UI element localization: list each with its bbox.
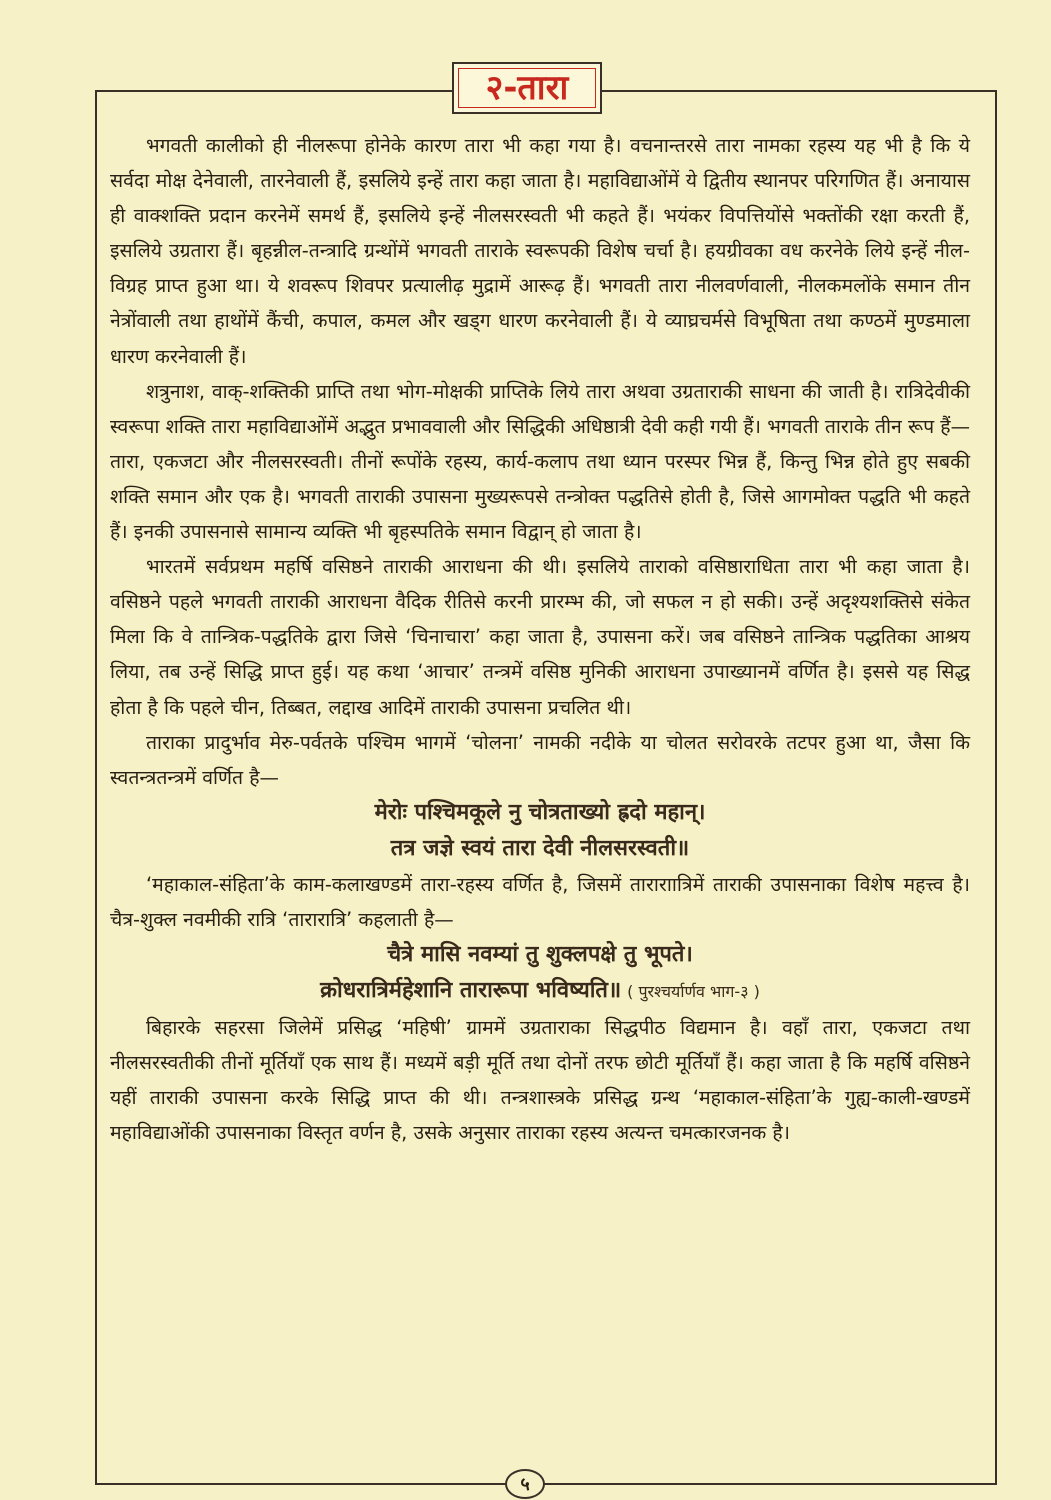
verse-block [110,937,970,1010]
verse-block [110,795,970,867]
verse-line: तत्र जज्ञे स्वयं तारा देवी नीलसरस्वती॥ [390,835,690,861]
chapter-title-box [452,62,602,114]
page-number: ५ [505,1469,545,1499]
verse-source: ( पुरश्चर्यार्णव भाग-३ ) [627,981,760,1001]
verse-line: चैत्रे मासि नवम्यां तु शुक्लपक्षे तु भूपते। [387,941,693,967]
paragraph: ‘महाकाल-संहिता’के काम-कलाखण्डमें तारा-रहस्य वर्णित है, जिसमें ताराराात्रिमें ताराकी उपासनाका विशेष महत्त्व है। चैत्र-शुक्ल नवमीकी रात्रि ‘तारारात्रि’ कहलाती है— [110,872,970,931]
verse-line-text: क्रोधरात्रिर्महेशानि तारारूपा भविष्यति॥ [320,977,622,1003]
main-content [110,128,970,1150]
chapter-title: २-तारा [485,68,569,108]
paragraph: बिहारके सहरसा जिलेमें प्रसिद्ध ‘महिषी’ ग्राममें उग्रताराका सिद्धपीठ विद्यमान है। वहाँ तारा, एकजटा तथा नीलसरस्वतीकी तीनों मूर्तियाँ एक साथ हैं। मध्यमें बड़ी मूर्ति तथा दोनों तरफ छोटी मूर्तियाँ हैं। कहा जाता है कि महर्षि वसिष्ठने यहीं ताराकी उपासना करके सिद्धि प्राप्त की थी। तन्त्रशास्त्रके प्रसिद्ध ग्रन्थ ‘महाकाल-संहिता’के गुह्य-काली-खण्डमें महाविद्याओंकी उपासनाका विस्तृत वर्णन है, उसके अनुसार ताराका रहस्य अत्यन्त चमत्कारजनक है। [110,1015,970,1145]
paragraph: भारतमें सर्वप्रथम महर्षि वसिष्ठने ताराकी आराधना की थी। इसलिये ताराको वसिष्ठाराधिता तारा भी कहा जाता है। वसिष्ठने पहले भगवती ताराकी आराधना वैदिक रीतिसे करनी प्रारम्भ की, जो सफल न हो सकी। उन्हें अदृश्यशक्तिसे संकेत मिला कि वे तान्त्रिक-पद्धतिके द्वारा जिसे ‘चिनाचारा’ कहा जाता है, उपासना करें। जब वसिष्ठने तान्त्रिक पद्धतिका आश्रय लिया, तब उन्हें सिद्धि प्राप्त हुई। यह कथा ‘आचार’ तन्त्रमें वसिष्ठ मुनिकी आराधना उपाख्यानमें वर्णित है। इससे यह सिद्ध होता है कि पहले चीन, तिब्बत, लद्दाख आदिमें ताराकी उपासना प्रचलित थी। [110,555,970,719]
verse-line: मेरोः पश्चिमकूले नु चोत्रताख्यो ह्रदो महान्। [374,799,706,825]
paragraph: भगवती कालीको ही नीलरूपा होनेके कारण तारा भी कहा गया है। वचनान्तरसे तारा नामका रहस्य यह भी है कि ये सर्वदा मोक्ष देनेवाली, तारनेवाली हैं, इसलिये इन्हें तारा कहा जाता है। महाविद्याओंमें ये द्वितीय स्थानपर परिगणित हैं। अनायास ही वाक्शक्ति प्रदान करनेमें समर्थ हैं, इसलिये इन्हें नीलसरस्वती भी कहते हैं। भयंकर विपत्तियोंसे भक्तोंकी रक्षा करती हैं, इसलिये उग्रतारा हैं। बृहन्नील-तन्त्रादि ग्रन्थोंमें भगवती ताराके स्वरूपकी विशेष चर्चा है। हयग्रीवका वध करनेके लिये इन्हें नील-विग्रह प्राप्त हुआ था। ये शवरूप शिवपर प्रत्यालीढ़ मुद्रामें आरूढ़ हैं। भगवती तारा नीलवर्णवाली, नीलकमलोंके समान तीन नेत्रोंवाली तथा हाथोंमें कैंची, कपाल, कमल और खड्ग धारण करनेवाली हैं। ये व्याघ्रचर्मसे विभूषिता तथा कण्ठमें मुण्डमाला धारण करनेवाली हैं। [110,134,970,368]
paragraph: ताराका प्रादुर्भाव मेरु-पर्वतके पश्चिम भागमें ‘चोलना’ नामकी नदीके या चोलत सरोवरके तटपर हुआ था, जैसा कि स्वतन्त्रतन्त्रमें वर्णित है— [110,730,970,789]
verse-line [110,973,970,1010]
paragraph: शत्रुनाश, वाक्-शक्तिकी प्राप्ति तथा भोग-मोक्षकी प्राप्तिके लिये तारा अथवा उग्रताराकी साधना की जाती है। रात्रिदेवीकी स्वरूपा शक्ति तारा महाविद्याओंमें अद्भुत प्रभाववाली और सिद्धिकी अधिष्ठात्री देवी कही गयी हैं। भगवती ताराके तीन रूप हैं—तारा, एकजटा और नीलसरस्वती। तीनों रूपोंके रहस्य, कार्य-कलाप तथा ध्यान परस्पर भिन्न हैं, किन्तु भिन्न होते हुए सबकी शक्ति समान और एक है। भगवती ताराकी उपासना मुख्यरूपसे तन्त्रोक्त पद्धतिसे होती है, जिसे आगमोक्त पद्धति भी कहते हैं। इनकी उपासनासे सामान्य व्यक्ति भी बृहस्पतिके समान विद्वान् हो जाता है। [110,379,970,544]
